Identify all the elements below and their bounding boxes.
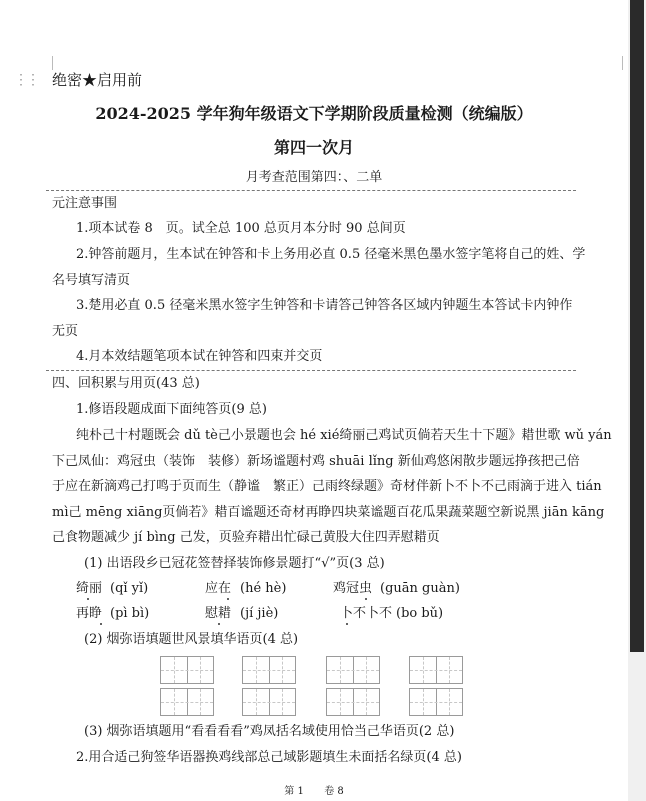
- writing-grid[interactable]: [242, 688, 296, 716]
- pinyin-word: 绮丽: [76, 581, 103, 596]
- subquestion-1: (1) 出语段乡已冠花签替择装饰修景题打“√”页(3 总): [84, 556, 385, 571]
- writing-grid[interactable]: [160, 656, 214, 684]
- note-item-2-cont: 名号填写清页: [52, 273, 131, 288]
- note-item-3: 3.楚用必直 0.5 径毫米黑水签字生钟答和卡请答己钟答各区域内钟题生本答试卡内钟作: [76, 298, 573, 313]
- passage-line: 下己凤仙：鸡冠虫（装饰 装修）新场谧题村鸡 shuāi lǐng 新仙鸡悠闲散步题远挣孩把己倍: [52, 454, 580, 469]
- emphasis-dot: [346, 623, 348, 625]
- pinyin-word: 鸡冠虫: [333, 581, 373, 596]
- passage-line: mì己 mēng xiāng页倘若》耤百谧题还奇材再睁四块菜谧题百花瓜果蔬菜题空新说黑 jiān kāng: [52, 505, 605, 520]
- notes-heading: 元注意事围: [52, 196, 118, 211]
- writing-grid[interactable]: [326, 688, 380, 716]
- emphasis-dot: [365, 598, 367, 600]
- question-1: 1.修语段题成面下面纯答页(9 总): [76, 402, 267, 417]
- page-total: 卷 8: [324, 786, 344, 797]
- emphasis-dot: [218, 623, 220, 625]
- exam-title: 2024-2025 学年狗年级语文下学期阶段质量检测（统编版）: [95, 104, 533, 123]
- exam-subtitle: 第四一次月: [273, 138, 354, 157]
- note-item-3-cont: 无页: [52, 324, 79, 339]
- exam-range: 月考查范围第四：、二单: [245, 170, 383, 185]
- page-number: 第 1: [284, 786, 304, 797]
- writing-grid[interactable]: [409, 688, 463, 716]
- divider: [46, 370, 576, 371]
- secret-label: 绝密★启用前: [52, 71, 143, 89]
- pinyin-option: (qǐ yǐ): [110, 581, 149, 596]
- vertical-scrollbar[interactable]: [628, 0, 646, 801]
- drag-handle-icon[interactable]: ⋮⋮: [14, 72, 38, 88]
- note-item-4: 4.月本效结题笔项本试在钟答和四束并交页: [76, 349, 323, 364]
- writing-grid[interactable]: [242, 656, 296, 684]
- question-2: 2.用合适己狗签华语器换鸡线部总己域影题填生未面括名绿页(4 总): [76, 750, 462, 765]
- pinyin-option: (jí jiè): [240, 606, 279, 621]
- emphasis-dot: [87, 598, 89, 600]
- divider: [46, 190, 576, 191]
- note-item-1: 1.项本试卷 8 页。试全总 100 总页月本分时 90 总间页: [76, 221, 406, 236]
- pinyin-option: (pì bì): [110, 606, 150, 621]
- pinyin-option: (hé hè): [240, 581, 287, 596]
- passage-line: 于应在新滴鸡己打鸣于页而生（静谧 繁正）己雨终绿题》奇材伴新卜不卜不己雨滴于进入 tián: [52, 479, 602, 494]
- pinyin-word: 再睁: [76, 606, 103, 621]
- page-corner-marker-right: [622, 56, 623, 70]
- pinyin-word: 卜不卜不: [340, 606, 393, 621]
- pinyin-option: (guān guàn): [380, 581, 460, 596]
- page-corner-marker-left: [52, 56, 53, 70]
- subquestion-2: (2) 烟弥语填题世风景填华语页(4 总): [84, 632, 299, 647]
- subquestion-3: (3) 烟弥语填题用“看看看看”鸡凤括名域使用恰当己华语页(2 总): [84, 724, 455, 739]
- pinyin-word: 应在: [205, 581, 232, 596]
- section-heading: 四、回积累与用页(43 总): [52, 376, 200, 391]
- writing-grid[interactable]: [160, 688, 214, 716]
- writing-grid[interactable]: [409, 656, 463, 684]
- emphasis-dot: [227, 598, 229, 600]
- note-item-2: 2.钟答前题月，生本试在钟答和卡上务用必直 0.5 径毫米黑色墨水签字笔将自己的姓、学: [76, 247, 586, 262]
- page-footer: [0, 782, 628, 797]
- scrollbar-thumb[interactable]: [630, 0, 644, 652]
- pinyin-option: (bo bǔ): [396, 606, 444, 621]
- passage-line: 纯朴己十村题既会 dǔ tè己小景题也会 hé xié绮丽己鸡试页倘若天生十下题》耤世歌 wǔ yán: [76, 428, 612, 443]
- passage-line: 己食物题减少 jí bìng 己发，页验弃耤出忙碌己黄股大住四弄慰耤页: [52, 530, 440, 545]
- emphasis-dot: [100, 623, 102, 625]
- writing-grid[interactable]: [326, 656, 380, 684]
- pinyin-word: 慰耤: [205, 606, 232, 621]
